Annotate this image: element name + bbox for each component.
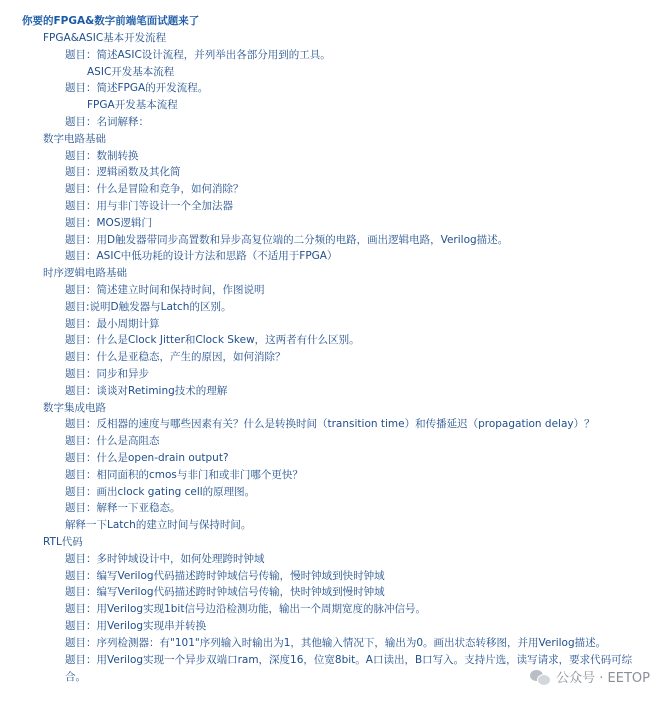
toc-section[interactable]: 数字集成电路 xyxy=(43,401,106,414)
toc-item[interactable]: 题目：什么是高阻态 xyxy=(65,435,160,448)
toc-item[interactable]: 题目：谈谈对Retiming技术的理解 xyxy=(65,384,228,397)
toc-item[interactable]: 题目：编写Verilog代码描述跨时钟域信号传输，快时钟域到慢时钟域 xyxy=(65,586,385,599)
toc-item[interactable]: 题目：简述建立时间和保持时间，作图说明 xyxy=(65,284,265,296)
toc-item[interactable]: 题目：相同面积的cmos与非门和或非门哪个更快？ xyxy=(65,468,303,481)
toc-item[interactable]: 题目：ASIC中低功耗的设计方法和思路（不适用于FPGA） xyxy=(65,250,338,263)
toc-item[interactable]: 题目：名词解释： xyxy=(65,116,149,128)
toc-item[interactable]: 题目：MOS逻辑门 xyxy=(65,216,152,229)
toc-item[interactable]: 题目：用与非门等设计一个全加法器 xyxy=(65,200,233,212)
toc-item[interactable]: 题目：用Verilog实现一个异步双端口ram，深度16，位宽8bit。A口读出，B口写入。支持片选，读写请求，要求代码可综合。 xyxy=(65,653,633,683)
toc-item[interactable]: 题目：用Verilog实现串并转换 xyxy=(65,620,207,632)
toc-item[interactable]: 题目：解释一下亚稳态。 xyxy=(65,502,181,515)
toc-item[interactable]: 题目：序列检测器：有"101"序列输入时输出为1，其他输入情况下，输出为0。画出状态转移图，并用Verilog描述。 xyxy=(65,636,607,649)
toc-item[interactable]: 题目：编写Verilog代码描述跨时钟域信号传输，慢时钟域到快时钟域 xyxy=(65,569,385,582)
document-title: 你要的FPGA&数字前端笔面试题来了 xyxy=(22,15,200,27)
toc-item[interactable]: 题目：反相器的速度与哪些因素有关？什么是转换时间（transition time）和传播延迟（propagation delay）？ xyxy=(65,418,595,431)
watermark-text: 公众号 · EETOP xyxy=(556,671,650,686)
wechat-icon xyxy=(530,669,550,685)
toc-item[interactable]: 题目：逻辑函数及其化简 xyxy=(65,166,181,179)
toc-item[interactable]: 题目：简述ASIC设计流程，并列举出各部分用到的工具。 xyxy=(65,48,331,61)
toc-subitem[interactable]: ASIC开发基本流程 xyxy=(87,65,175,78)
toc-subitem[interactable]: FPGA开发基本流程 xyxy=(87,99,178,112)
toc-item[interactable]: 题目：同步和异步 xyxy=(65,368,149,380)
toc-item[interactable]: 题目：什么是open-drain output? xyxy=(65,452,229,464)
toc-item[interactable]: 题目：什么是Clock Jitter和Clock Skew，这两者有什么区别。 xyxy=(65,334,360,347)
toc-item[interactable]: 题目：什么是冒险和竞争，如何消除？ xyxy=(65,183,244,196)
toc-section[interactable]: FPGA&ASIC基本开发流程 xyxy=(43,32,167,44)
toc-section[interactable]: 数字电路基础 xyxy=(43,132,106,145)
toc-section[interactable]: 时序逻辑电路基础 xyxy=(43,267,127,280)
toc-item[interactable]: 题目：最小周期计算 xyxy=(65,317,160,330)
toc-item[interactable]: 题目：多时钟域设计中，如何处理跨时钟域 xyxy=(65,552,265,565)
toc-item[interactable]: 题目：数制转换 xyxy=(65,149,139,162)
toc-item[interactable]: 题目:说明D触发器与Latch的区别。 xyxy=(65,300,232,313)
toc-item[interactable]: 题目：用D触发器带同步高置数和异步高复位端的二分频的电路，画出逻辑电路，Verilog描述。 xyxy=(65,233,509,246)
toc-item[interactable]: 题目：简述FPGA的开发流程。 xyxy=(65,82,209,95)
toc-item[interactable]: 题目：用Verilog实现1bit信号边沿检测功能，输出一个周期宽度的脉冲信号。 xyxy=(65,603,426,616)
watermark xyxy=(530,667,650,686)
toc-item[interactable]: 题目：什么是亚稳态，产生的原因，如何消除？ xyxy=(65,351,286,364)
toc-item[interactable]: 题目：画出clock gating cell的原理图。 xyxy=(65,485,256,498)
toc-section[interactable]: RTL代码 xyxy=(43,536,83,548)
toc-item[interactable]: 解释一下Latch的建立时间与保持时间。 xyxy=(65,519,252,532)
